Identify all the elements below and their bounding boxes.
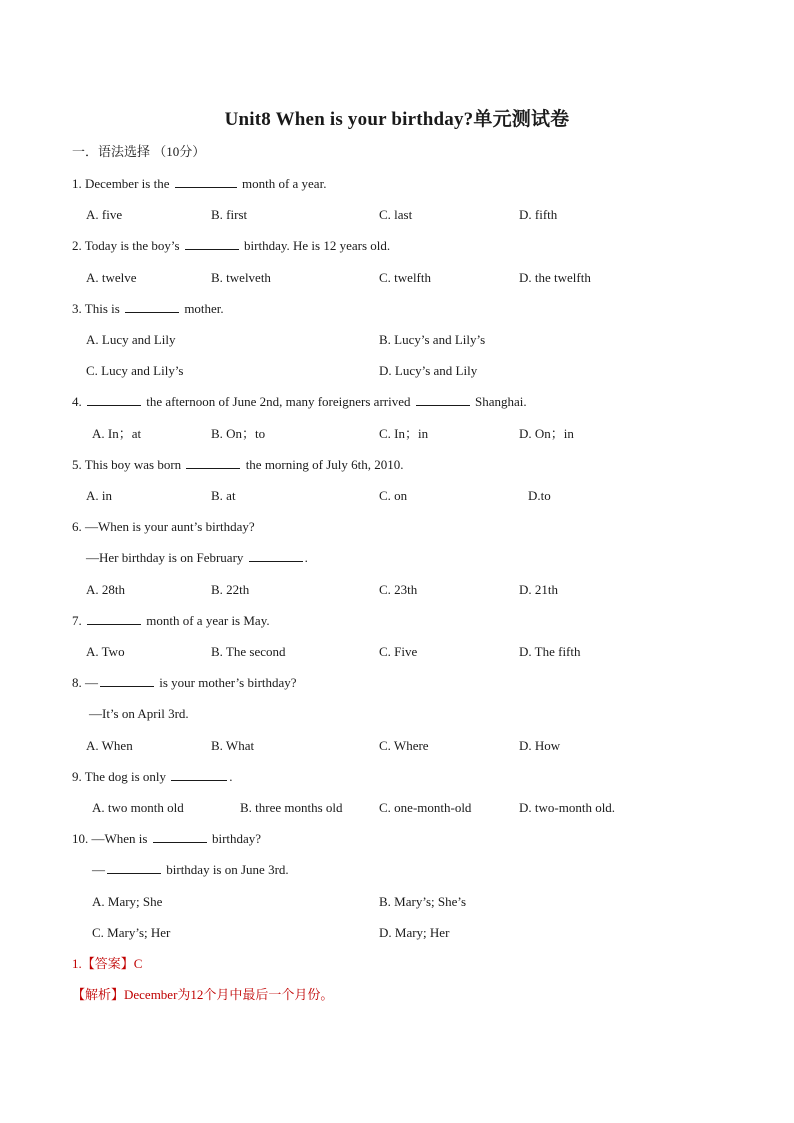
question-8-line-2: —It’s on April 3rd.	[89, 706, 189, 721]
option-b[interactable]: B. What	[211, 738, 255, 753]
option-a[interactable]: A. When	[86, 738, 133, 753]
question-number: 9.	[72, 769, 82, 784]
answer-blank[interactable]	[416, 394, 470, 406]
option-a[interactable]: A. Two	[86, 644, 125, 659]
question-10	[72, 831, 261, 847]
question-text: mother.	[184, 301, 224, 316]
question-text: Today is the boy’s	[84, 238, 180, 253]
option-d[interactable]: D. fifth	[519, 207, 558, 222]
option-b[interactable]: B. three months old	[240, 800, 343, 815]
question-7	[72, 613, 270, 629]
question-text: This is	[84, 301, 120, 316]
option-c[interactable]: C. twelfth	[379, 270, 431, 285]
question-number: 6.	[72, 519, 82, 534]
question-10-line-2	[92, 862, 289, 878]
question-text: is your mother’s birthday?	[159, 675, 297, 690]
option-c[interactable]: C. Mary’s; Her	[92, 925, 171, 940]
answer-blank[interactable]	[87, 613, 141, 625]
question-text: month of a year.	[241, 176, 327, 191]
question-text: birthday?	[211, 831, 262, 846]
question-number: 2.	[72, 238, 82, 253]
option-b[interactable]: B. On；to	[211, 426, 266, 441]
question-text: December is the	[85, 176, 170, 191]
answer-blank[interactable]	[186, 457, 240, 469]
question-text: Shanghai.	[475, 394, 527, 409]
option-a[interactable]: A. five	[86, 207, 123, 222]
question-8	[72, 675, 297, 691]
answer-blank[interactable]	[153, 831, 207, 843]
option-a[interactable]: A. twelve	[86, 270, 137, 285]
question-number: 5.	[72, 457, 82, 472]
answer-blank[interactable]	[125, 301, 179, 313]
option-d[interactable]: D. The fifth	[519, 644, 581, 659]
section-heading: 一．语法选择 （10分）	[72, 144, 206, 159]
option-a[interactable]: A. 28th	[86, 582, 125, 597]
answer-blank[interactable]	[171, 769, 227, 781]
question-4	[72, 394, 527, 410]
answer-blank[interactable]	[185, 238, 239, 250]
option-c[interactable]: C. on	[379, 488, 408, 503]
answer-blank[interactable]	[175, 176, 237, 188]
option-d[interactable]: D.to	[528, 488, 551, 503]
option-d[interactable]: D. two-month old.	[519, 800, 616, 815]
question-text: —When is	[91, 831, 148, 846]
question-number: 4.	[72, 394, 82, 409]
question-5	[72, 457, 403, 473]
answer-label: 1.【答案】C	[72, 956, 143, 971]
question-text: the afternoon of June 2nd, many foreigners arrived	[146, 394, 411, 409]
option-b[interactable]: B. twelveth	[211, 270, 271, 285]
question-text: The dog is only	[84, 769, 167, 784]
answer-blank[interactable]	[107, 862, 161, 874]
option-b[interactable]: B. first	[211, 207, 248, 222]
option-c[interactable]: C. 23th	[379, 582, 418, 597]
option-b[interactable]: B. The second	[211, 644, 286, 659]
question-text: —	[85, 675, 98, 690]
question-text: —	[92, 862, 105, 877]
question-text: the morning of July 6th, 2010.	[245, 457, 404, 472]
question-number: 7.	[72, 613, 82, 628]
question-6-line-2	[86, 550, 308, 566]
question-6	[72, 519, 255, 535]
option-c[interactable]: C. one-month-old	[379, 800, 472, 815]
question-text: .	[304, 550, 308, 565]
question-text: This boy was born	[84, 457, 182, 472]
answer-blank[interactable]	[87, 394, 141, 406]
option-c[interactable]: C. Where	[379, 738, 429, 753]
option-a[interactable]: A. In；at	[92, 426, 142, 441]
option-d[interactable]: D. On；in	[519, 426, 574, 441]
answer-blank[interactable]	[100, 675, 154, 687]
question-text: birthday is on June 3rd.	[166, 862, 289, 877]
question-text: month of a year is May.	[146, 613, 270, 628]
question-1	[72, 176, 326, 192]
option-a[interactable]: A. Mary; She	[92, 894, 163, 909]
page-title: Unit8 When is your birthday?单元测试卷	[224, 109, 570, 130]
question-3	[72, 301, 224, 317]
option-a[interactable]: A. Lucy and Lily	[86, 332, 176, 347]
option-c[interactable]: C. Lucy and Lily’s	[86, 363, 184, 378]
option-d[interactable]: D. the twelfth	[519, 270, 591, 285]
question-number: 1.	[72, 176, 82, 191]
question-number: 3.	[72, 301, 82, 316]
answer-analysis: 【解析】December为12个月中最后一个月份。	[72, 987, 334, 1002]
option-c[interactable]: C. In；in	[379, 426, 429, 441]
option-d[interactable]: D. 21th	[519, 582, 558, 597]
option-d[interactable]: D. How	[519, 738, 561, 753]
question-text: birthday. He is 12 years old.	[244, 238, 391, 253]
option-c[interactable]: C. last	[379, 207, 413, 222]
option-d[interactable]: D. Mary; Her	[379, 925, 450, 940]
answer-blank[interactable]	[249, 550, 303, 562]
option-b[interactable]: B. 22th	[211, 582, 250, 597]
option-a[interactable]: A. two month old	[92, 800, 184, 815]
question-9	[72, 769, 233, 785]
option-b[interactable]: B. at	[211, 488, 236, 503]
question-number: 10.	[72, 831, 89, 846]
option-b[interactable]: B. Lucy’s and Lily’s	[379, 332, 486, 347]
option-b[interactable]: B. Mary’s; She’s	[379, 894, 467, 909]
question-text: —When is your aunt’s birthday?	[85, 519, 255, 534]
option-a[interactable]: A. in	[86, 488, 112, 503]
option-d[interactable]: D. Lucy’s and Lily	[379, 363, 478, 378]
question-2	[72, 238, 390, 254]
question-text: —Her birthday is on February	[86, 550, 244, 565]
question-text: .	[229, 769, 233, 784]
question-number: 8.	[72, 675, 82, 690]
option-c[interactable]: C. Five	[379, 644, 418, 659]
